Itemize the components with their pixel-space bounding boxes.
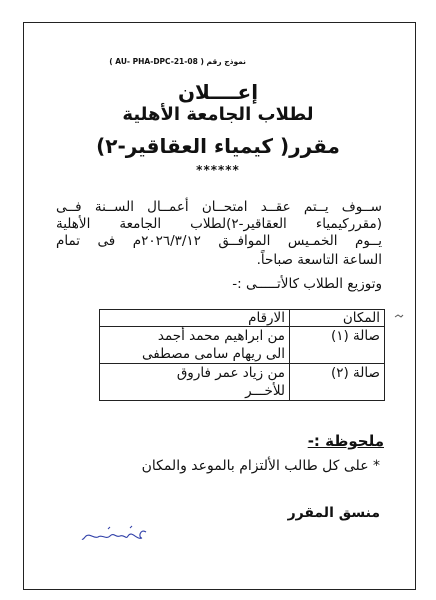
body-line-2: (مقرركيمياء العقاقير-٢)لطلاب الجامعة الأهلية — [56, 216, 383, 232]
body-line-5: وتوزيع الطلاب كالأتـــــى :- — [232, 276, 382, 292]
stars-divider: ****** — [196, 163, 240, 177]
note-heading: ملحوظة :- — [307, 432, 384, 450]
note-text: * على كل طالب الألتزام بالموعد والمكان — [141, 458, 380, 474]
distribution-table — [99, 309, 385, 401]
stray-mark — [394, 312, 404, 320]
hall-1-to: الى ريهام سامى مصطفى — [142, 346, 285, 362]
table-row — [100, 327, 385, 364]
hall-2-to: للأخـــر — [245, 383, 285, 399]
hall-2-from: من زياد عمر فاروق — [176, 365, 285, 381]
hall-2-label: صالة (٢) — [330, 365, 380, 381]
table-row — [100, 364, 385, 401]
hall-1-cell — [290, 327, 385, 364]
hall-1-range-cell — [100, 327, 290, 364]
coordinator-label: منسق المقرر — [287, 505, 380, 521]
body-line-3: يــوم الخمـيس الموافــق ٢٠٢٦/٣/١٢م فى تمام — [56, 233, 382, 249]
body-line-1: ســوف يــتم عقــد امتحــان أعمــال الســنة فــى — [56, 199, 382, 215]
hall-2-cell — [290, 364, 385, 401]
hall-1-label: صالة (١) — [330, 328, 380, 344]
audience-line: لطلاب الجامعة الأهلية — [122, 104, 314, 125]
form-number: نموذج رقم ( AU- PHA-DPC-21-08 ) — [109, 57, 246, 66]
hall-2-range-cell — [100, 364, 290, 401]
course-title: مقرر( كيمياء العقاقير-٢) — [96, 134, 340, 158]
body-line-4: الساعة التاسعة صباحاً. — [256, 252, 382, 268]
handwritten-signature — [80, 524, 150, 546]
header-place: المكان — [290, 310, 385, 327]
table-header-row — [100, 310, 385, 327]
announcement-title: إعــــلان — [177, 80, 259, 104]
header-numbers: الارقام — [100, 310, 290, 327]
hall-1-from: من ابراهيم محمد أجمد — [157, 328, 285, 344]
